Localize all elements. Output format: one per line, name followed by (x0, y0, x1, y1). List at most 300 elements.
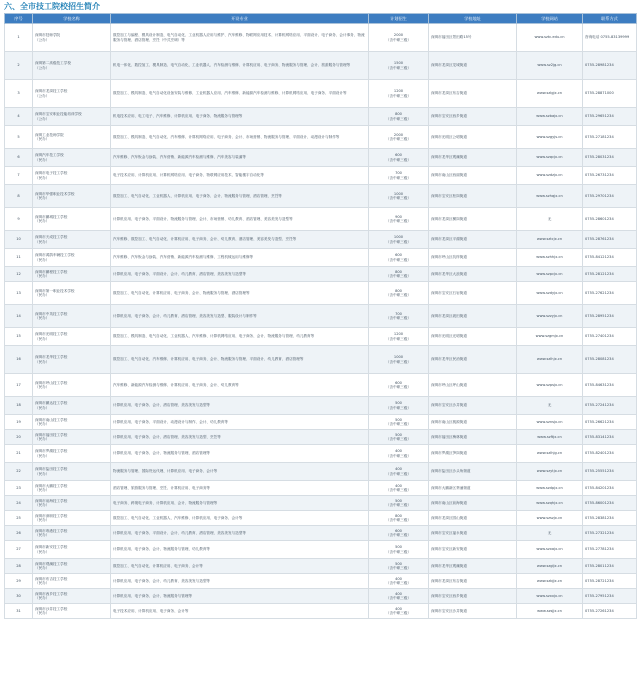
cell-majors (111, 526, 369, 541)
row-number: 25 (16, 515, 21, 520)
cell-contact (583, 80, 637, 108)
school-website: www.szytjx.cn (536, 469, 563, 474)
cell-website[interactable] (517, 249, 583, 267)
table-row (5, 231, 637, 249)
school-website: www.szbjjx.cn (536, 578, 563, 583)
cell-contact (583, 267, 637, 282)
cell-plan (369, 496, 429, 511)
plan-note: （含中职三级） (385, 533, 412, 537)
plan-note: （含中职三级） (385, 596, 412, 600)
school-address: 深圳市福田区梅林街道 (431, 434, 467, 439)
plan-note: （含中职三级） (385, 422, 412, 426)
cell-plan (369, 481, 429, 496)
plan-count: 400 (395, 591, 402, 596)
plan-count: 500 (395, 401, 402, 406)
contact-info: 0755-29701234 (585, 193, 614, 198)
cell-address (429, 397, 517, 415)
table-row (5, 496, 637, 511)
cell-majors (111, 108, 369, 126)
school-type: （民办） (35, 359, 50, 364)
majors-text: 数控加工、电气自动化、计算机应用、电子商务、会计、物流服务与管理、酒店管理等 (113, 290, 250, 295)
school-website: www.szpsjx.cn (536, 382, 563, 387)
school-name: 深圳市鹏程技工学校 (35, 269, 68, 274)
school-address: 深圳市龙岗区园山街道 (431, 515, 467, 520)
cell-majors (111, 231, 369, 249)
cell-contact (583, 445, 637, 463)
cell-no (5, 267, 33, 282)
table-row (5, 149, 637, 167)
cell-contact (583, 126, 637, 149)
school-type: （民办） (35, 549, 50, 554)
row-number: 7 (17, 173, 20, 178)
table-row (5, 282, 637, 305)
plan-note: （含中职三级） (385, 385, 412, 389)
school-address: 深圳市龙华区民治街道 (431, 357, 467, 362)
table-row (5, 574, 637, 589)
cell-website[interactable] (517, 231, 583, 249)
cell-no (5, 496, 33, 511)
cell-no (5, 397, 33, 415)
plan-count: 1200 (393, 332, 404, 337)
table-header-row (5, 14, 637, 24)
school-address: 深圳市罗湖区笋岗街道 (431, 451, 467, 456)
cell-school (33, 267, 111, 282)
school-name: 深圳市盐田技工学校 (35, 467, 68, 472)
school-name: 深圳市深职技工学校 (35, 513, 68, 518)
school-website: www.szgljx.cn (536, 563, 563, 568)
school-website: www.sz2jg.cn (537, 63, 562, 68)
cell-website[interactable] (517, 282, 583, 305)
cell-no (5, 415, 33, 430)
cell-address (429, 24, 517, 52)
contact-info: 0755-28951234 (585, 313, 614, 318)
majors-text: 数控加工、模具制造、电气自动化、汽车维修、计算机网络应用、电子商务、会计、市场营销、物流服务与管理、平面设计、动漫设计与制作等 (113, 134, 340, 139)
cell-address (429, 231, 517, 249)
cell-website[interactable] (517, 589, 583, 604)
plan-count: 700 (395, 171, 402, 176)
plan-count: 800 (395, 112, 402, 117)
cell-website[interactable] (517, 305, 583, 328)
cell-no (5, 80, 33, 108)
contact-info: 0755-28981234 (585, 63, 614, 68)
cell-plan (369, 430, 429, 445)
cell-contact (583, 249, 637, 267)
cell-plan (369, 374, 429, 397)
majors-text: 数控加工、电气自动化、工业机器人、汽车维修、计算机应用、电子商务、会计等 (113, 515, 243, 520)
school-name: 深圳市粤港技工学校 (35, 528, 68, 533)
contact-info: 0755-27241234 (585, 403, 614, 408)
cell-majors (111, 496, 369, 511)
cell-majors (111, 463, 369, 481)
cell-website[interactable] (517, 463, 583, 481)
school-address: 深圳市宝安区石岩街道 (431, 290, 467, 295)
contact-info: 0755-28761234 (585, 237, 614, 242)
cell-majors (111, 80, 369, 108)
school-website: www.sztcjx.cn (536, 237, 563, 242)
cell-majors (111, 167, 369, 185)
table-row (5, 267, 637, 282)
header-contact: 联系方式 (583, 14, 637, 24)
table-row (5, 346, 637, 374)
school-type: （民办） (35, 581, 50, 585)
cell-address (429, 249, 517, 267)
school-type: （公办） (35, 65, 50, 70)
row-number: 28 (16, 563, 21, 568)
contact-info: 0755-25551234 (585, 469, 614, 474)
school-website: www.szqcjx.cn (536, 155, 563, 160)
row-number: 29 (16, 578, 21, 583)
majors-text: 电子技术应用、计算机应用、计算机网络应用、电子商务、物联网应用技术、智能楼宇自动化等 (113, 173, 264, 178)
plan-count: 900 (395, 214, 402, 219)
cell-website[interactable] (517, 208, 583, 231)
cell-plan (369, 541, 429, 559)
cell-plan (369, 589, 429, 604)
school-type: （民办） (35, 293, 50, 297)
cell-majors (111, 589, 369, 604)
school-type: （民办） (35, 596, 50, 600)
majors-text: 机电技术应用、电工电子、汽车维修、计算机应用、电子商务、物流服务与管理等 (113, 114, 243, 119)
school-name: 深圳市龙岗技工学校 (35, 89, 68, 94)
plan-count: 600 (395, 253, 402, 258)
row-number: 14 (16, 313, 21, 318)
school-type: （民办） (35, 533, 50, 537)
cell-website[interactable] (517, 541, 583, 559)
plan-note: （含中职三级） (385, 116, 412, 121)
table-row (5, 589, 637, 604)
row-number: 15 (16, 334, 21, 339)
cell-majors (111, 149, 369, 167)
cell-contact (583, 282, 637, 305)
plan-count: 1500 (393, 61, 404, 66)
cell-school (33, 541, 111, 559)
table-row (5, 559, 637, 574)
cell-school (33, 574, 111, 589)
cell-no (5, 481, 33, 496)
cell-website[interactable] (517, 481, 583, 496)
majors-text: 计算机应用、电子商务、平面设计、动漫设计与制作、会计、幼儿教育等 (113, 419, 228, 424)
contact-info: 0755-28011234 (585, 563, 614, 568)
school-website: www.szszjx.cn (536, 515, 563, 520)
table-row (5, 305, 637, 328)
school-type: （民办） (35, 437, 50, 441)
contact-info: 0755-86001234 (585, 500, 614, 505)
row-number: 2 (17, 63, 20, 68)
cell-majors (111, 374, 369, 397)
plan-note: （含中职三级） (385, 293, 412, 297)
plan-note: （含中职三级） (385, 488, 412, 492)
contact-info: 0755-82401234 (585, 451, 614, 456)
cell-plan (369, 463, 429, 481)
cell-address (429, 52, 517, 80)
school-name: 深圳市布吉技工学校 (35, 576, 68, 581)
cell-address (429, 511, 517, 526)
cell-school (33, 80, 111, 108)
cell-no (5, 149, 33, 167)
row-number: 5 (17, 134, 20, 139)
cell-contact (583, 526, 637, 541)
school-name: 深圳市西乡技工学校 (35, 591, 68, 596)
cell-majors (111, 445, 369, 463)
cell-no (5, 526, 33, 541)
plan-note: （含中职三级） (385, 566, 412, 570)
plan-count: 500 (395, 417, 402, 422)
plan-note: （含中职三级） (385, 65, 412, 70)
school-address: 深圳市龙岗区坂田街道 (431, 313, 467, 318)
row-number: 3 (17, 91, 20, 96)
cell-school (33, 559, 111, 574)
cell-website[interactable] (517, 430, 583, 445)
cell-contact (583, 374, 637, 397)
row-number: 12 (16, 271, 21, 276)
cell-address (429, 149, 517, 167)
cell-no (5, 328, 33, 346)
contact-info: 0755-27401234 (585, 334, 614, 339)
cell-no (5, 305, 33, 328)
row-number: 31 (16, 608, 21, 613)
school-type: （民办） (35, 274, 50, 278)
majors-text: 机电一体化、数控加工、模具制造、电气自动化、工业机器人、汽车检测与维修、计算机应用、电子商务、物流服务与管理、会计、旅游服务与管理等 (113, 63, 351, 68)
majors-text: 物流服务与管理、国际货运代理、计算机应用、电子商务、会计等 (113, 469, 218, 474)
cell-school (33, 481, 111, 496)
cell-plan (369, 604, 429, 619)
cell-website[interactable] (517, 52, 583, 80)
cell-school (33, 463, 111, 481)
header-school: 学校名称 (33, 14, 111, 24)
school-type: （民办） (35, 157, 50, 162)
cell-website[interactable] (517, 415, 583, 430)
cell-plan (369, 24, 429, 52)
school-website: www.szgmjx.cn (535, 334, 564, 339)
header-majors: 开设专业 (111, 14, 369, 24)
contact-info: 0755-27621234 (585, 290, 614, 295)
school-name: 深圳市罗湖技工学校 (35, 449, 68, 454)
table-row (5, 604, 637, 619)
cell-plan (369, 249, 429, 267)
cell-school (33, 52, 111, 80)
school-type: （公办） (35, 93, 50, 98)
plan-note: （含中职三级） (385, 549, 412, 554)
cell-contact (583, 208, 637, 231)
row-number: 20 (16, 434, 21, 439)
cell-address (429, 589, 517, 604)
plan-count: 600 (395, 380, 402, 385)
cell-address (429, 267, 517, 282)
cell-school (33, 328, 111, 346)
majors-text: 计算机应用、电子商务、会计、幼儿教育、美容美发与造型等 (113, 578, 211, 583)
row-number: 13 (16, 290, 21, 295)
school-name: 深圳市沙井技工学校 (35, 606, 68, 611)
cell-website[interactable] (517, 604, 583, 619)
cell-contact (583, 305, 637, 328)
table-row (5, 541, 637, 559)
school-address: 深圳市光明区公明街道 (431, 134, 467, 139)
cell-address (429, 574, 517, 589)
contact-info: 0755-28721234 (585, 578, 614, 583)
cell-website[interactable] (517, 574, 583, 589)
cell-website[interactable] (517, 80, 583, 108)
row-number: 21 (16, 451, 21, 456)
cell-majors (111, 249, 369, 267)
cell-website[interactable] (517, 126, 583, 149)
contact-info: 0755-28081234 (585, 357, 614, 362)
cell-plan (369, 328, 429, 346)
contact-info: 0755-84121234 (585, 255, 614, 260)
cell-school (33, 126, 111, 149)
cell-website[interactable] (517, 397, 583, 415)
school-name: 深圳汽车技工学校 (35, 153, 64, 158)
contact-info: 0755-28381234 (585, 515, 614, 520)
cell-address (429, 374, 517, 397)
plan-count: 600 (395, 153, 402, 158)
school-type: （公办） (35, 37, 50, 42)
school-website: www.sztc.edu.cn (534, 35, 565, 40)
school-name: 深圳市观澜技工学校 (35, 561, 68, 566)
cell-website[interactable] (517, 185, 583, 208)
plan-note: （含中职三级） (385, 336, 412, 341)
table-row (5, 328, 637, 346)
row-number: 16 (16, 357, 21, 362)
cell-website[interactable] (517, 108, 583, 126)
school-address: 深圳市宝安区福永街道 (431, 530, 467, 535)
school-address: 深圳市龙岗区布吉街道 (431, 578, 467, 583)
cell-contact (583, 496, 637, 511)
contact-info: 0755-27951234 (585, 593, 614, 598)
cell-address (429, 80, 517, 108)
school-address: 深圳市宝安区沙井街道 (431, 403, 467, 408)
cell-contact (583, 24, 637, 52)
plan-count: 500 (395, 545, 402, 550)
cell-no (5, 126, 33, 149)
cell-contact (583, 511, 637, 526)
cell-school (33, 397, 111, 415)
cell-address (429, 559, 517, 574)
cell-no (5, 445, 33, 463)
cell-website[interactable] (517, 559, 583, 574)
cell-website[interactable] (517, 496, 583, 511)
school-website: www.szqhjx.cn (536, 500, 563, 505)
contact-info: 0755-28601234 (585, 216, 614, 221)
plan-count: 400 (395, 576, 402, 581)
cell-website[interactable] (517, 149, 583, 167)
contact-info: 0755-27181234 (585, 134, 614, 139)
school-website: www.szdzjx.cn (536, 173, 563, 178)
school-address: 深圳市龙岗区横岗街道 (431, 216, 467, 221)
school-website: www.szbajx.cn (536, 114, 563, 119)
cell-website[interactable] (517, 511, 583, 526)
majors-text: 汽车维修、新能源汽车检测与维修、计算机应用、电子商务、会计、幼儿教育等 (113, 382, 239, 387)
contact-info: 0755-83141234 (585, 434, 614, 439)
cell-contact (583, 430, 637, 445)
plan-note: （含中职三级） (385, 257, 412, 262)
school-address: 深圳市宝安区松岗街道 (431, 193, 467, 198)
cell-no (5, 208, 33, 231)
school-website: 无 (547, 216, 552, 221)
school-website: www.szgyjs.cn (536, 134, 563, 139)
cell-contact (583, 52, 637, 80)
cell-website[interactable] (517, 167, 583, 185)
cell-school (33, 346, 111, 374)
cell-address (429, 415, 517, 430)
cell-website[interactable] (517, 346, 583, 374)
cell-school (33, 415, 111, 430)
school-website: www.szhhjx.cn (536, 255, 563, 260)
school-name: 深圳市新安技工学校 (35, 545, 68, 550)
contact-info: 0755-84631234 (585, 382, 614, 387)
school-website: www.szhqjx.cn (536, 193, 563, 198)
row-number: 26 (16, 530, 21, 535)
school-name: 深圳市前海技工学校 (35, 498, 68, 503)
cell-school (33, 282, 111, 305)
plan-note: （含中职三级） (385, 359, 412, 364)
plan-note: （含中职三级） (385, 196, 412, 200)
cell-no (5, 511, 33, 526)
row-number: 23 (16, 485, 21, 490)
header-website: 学校网站 (517, 14, 583, 24)
cell-no (5, 430, 33, 445)
school-type: （民办） (35, 405, 50, 410)
cell-majors (111, 328, 369, 346)
school-website: www.szlhjg.cn (536, 451, 563, 456)
cell-no (5, 249, 33, 267)
cell-address (429, 208, 517, 231)
cell-school (33, 430, 111, 445)
cell-school (33, 305, 111, 328)
cell-address (429, 126, 517, 149)
cell-plan (369, 80, 429, 108)
cell-website[interactable] (517, 374, 583, 397)
cell-website[interactable] (517, 267, 583, 282)
cell-no (5, 559, 33, 574)
cell-website[interactable] (517, 24, 583, 52)
cell-plan (369, 167, 429, 185)
cell-contact (583, 328, 637, 346)
cell-website[interactable] (517, 445, 583, 463)
cell-school (33, 208, 111, 231)
cell-contact (583, 231, 637, 249)
cell-address (429, 328, 517, 346)
plan-note: （含中职三级） (385, 37, 412, 42)
school-address: 深圳市坪山区坪山街道 (431, 382, 467, 387)
school-address: 深圳市南山区桃源街道 (431, 419, 467, 424)
cell-majors (111, 126, 369, 149)
cell-contact (583, 574, 637, 589)
school-name: 深圳市南山技工学校 (35, 417, 68, 422)
cell-majors (111, 52, 369, 80)
cell-school (33, 374, 111, 397)
cell-majors (111, 604, 369, 619)
cell-website[interactable] (517, 328, 583, 346)
plan-note: （含中职三级） (385, 405, 412, 410)
majors-text: 电子技术应用、计算机应用、电子商务、会计等 (113, 608, 189, 613)
plan-count: 500 (395, 498, 402, 503)
cell-majors (111, 346, 369, 374)
school-website: www.szsjjx.cn (537, 608, 562, 613)
row-number: 9 (17, 216, 20, 221)
majors-text: 酒店管理、旅游服务与管理、烹饪、计算机应用、电子商务等 (113, 485, 211, 490)
table-row (5, 445, 637, 463)
plan-count: 700 (395, 311, 402, 316)
cell-majors (111, 282, 369, 305)
plan-note: （含中职三级） (385, 437, 412, 441)
plan-count: 400 (395, 606, 402, 611)
cell-no (5, 167, 33, 185)
table-row (5, 126, 637, 149)
cell-no (5, 574, 33, 589)
cell-address (429, 496, 517, 511)
cell-website[interactable] (517, 526, 583, 541)
row-number: 19 (16, 419, 21, 424)
school-type: （民办） (35, 336, 50, 341)
